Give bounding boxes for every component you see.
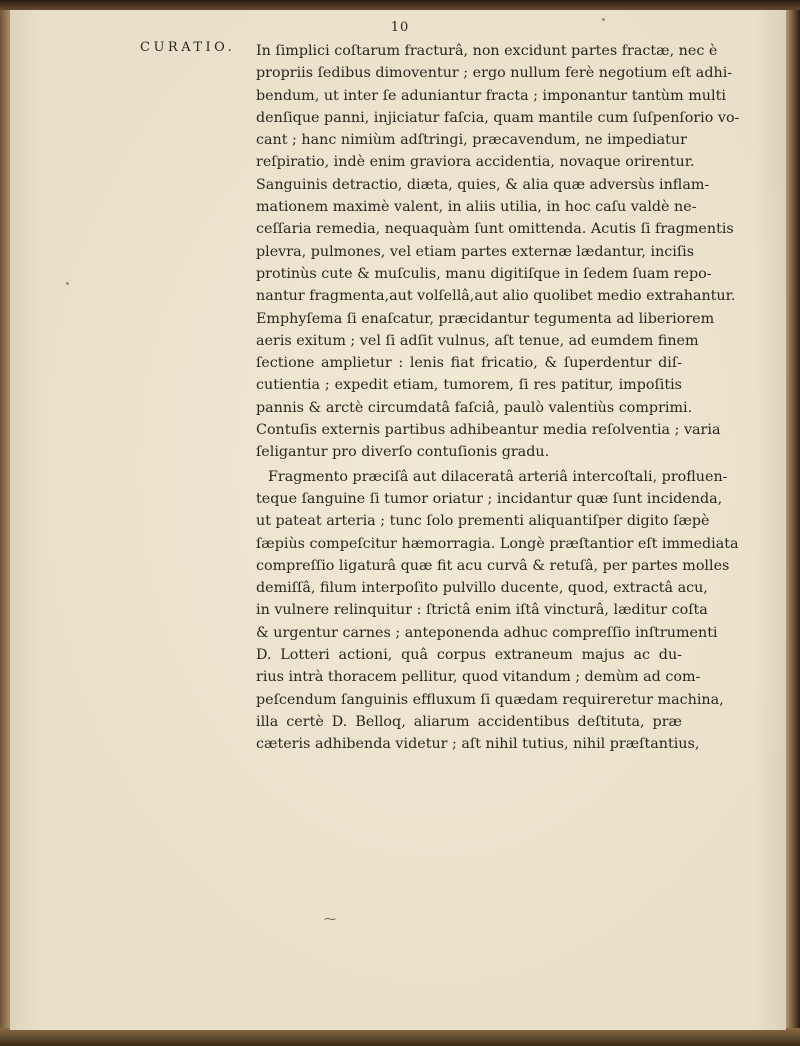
page-number: 10 [390,20,410,35]
text-line: cutientia ; expedit etiam, tumorem, ſi res patitur, impoſitis [256,377,682,394]
text-line: plevra, pulmones, vel etiam partes externæ lædantur, inciſis [256,243,695,260]
text-line: aeris exitum ; vel ſi adſit vulnus, aſt tenue, ad eumdem finem [256,332,699,349]
text-line: cant ; hanc nimiùm adſtringi, præcavendum, ne impediatur [256,132,687,149]
text-line: Contuſis externis partibus adhibeantur media reſolventia ; varia [256,422,721,439]
text-line: reſpiratio, indè enim graviora accidentia, novaque orirentur. [256,154,695,171]
paper-speck [66,282,69,285]
right-page-edge [784,10,800,1030]
text-line: demiſſâ, filum interpoſito pulvillo ducente, quod, extractâ acu, [256,580,708,597]
text-line: in vulnere relinquitur : ſtrictâ enim iſtâ vincturâ, læditur coſta [256,602,708,619]
text-line: bendum, ut inter ſe aduniantur fracta ; imponantur tantùm multi [256,87,726,104]
stray-ink-mark: ⁓ [324,912,336,926]
body-text [256,40,740,756]
text-line: Fragmento præciſâ aut dilaceratâ arteriâ intercoſtali, profluen- [268,468,728,485]
text-line: ſeligantur pro diverſo contuſionis gradu. [256,444,550,461]
text-line: ſæpiùs compeſcitur hæmorragia. Longè præſtantior eſt immediata [256,535,739,552]
paper-speck [602,18,605,21]
text-line: mationem maximè valent, in aliis utilia, in hoc caſu valdè ne- [256,199,697,216]
text-line: In ſimplici coſtarum fracturâ, non excidunt partes fractæ, nec è [256,43,718,59]
text-line: propriis ſedibus dimoventur ; ergo nullum ferè negotium eſt adhi- [256,65,733,82]
bottom-scan-edge [0,1028,800,1046]
text-line: denſique panni, injiciatur faſcia, quam mantile cum ſuſpenſorio vo- [256,109,740,126]
text-line: ceſſaria remedia, nequaquàm ſunt omittenda. Acutis ſi fragmentis [256,221,734,238]
text-line: cæteris adhibenda videtur ; aſt nihil tutius, nihil præſtantius, [256,736,700,753]
text-line: D. Lotteri actioni, quâ corpus extraneum majus ac du- [256,647,682,664]
text-line: rius intrà thoracem pellitur, quod vitandum ; demùm ad com- [256,669,701,686]
text-line: Sanguinis detractio, diæta, quies, & alia quæ adversùs inflam- [256,176,710,193]
text-line: protinùs cute & muſculis, manu digitiſque in ſedem ſuam repo- [256,265,712,282]
text-line: compreſſio ligaturâ quæ fit acu curvâ & retuſâ, per partes molles [256,557,730,574]
text-line: ut pateat arteria ; tunc ſolo prementi aliquantiſper digito ſæpè [256,513,710,530]
text-line: ſectione amplietur : lenis fiat fricatio, & ſuperdentur diſ- [256,355,682,372]
text-line: Emphyſema ſi enaſcatur, præcidantur tegumenta ad liberiorem [256,310,715,327]
text-line: pannis & arctè circumdatâ faſciâ, paulò valentiùs comprimi. [256,399,693,416]
text-line: & urgentur carnes ; anteponenda adhuc compreſſio inſtrumenti [256,624,718,641]
text-line: peſcendum ſanguinis effluxum ſi quædam requireretur machina, [256,691,724,708]
text-line: nantur fragmenta,aut volſellâ,aut alio quolibet medio extrahantur. [256,288,736,305]
margin-heading: CURATIO. [140,40,236,55]
text-line: illa certè D. Belloq, aliarum accidentibus deſtituta, præ [256,713,682,730]
text-line: teque ſanguine ſi tumor oriatur ; incidantur quæ ſunt incidenda, [256,490,723,507]
